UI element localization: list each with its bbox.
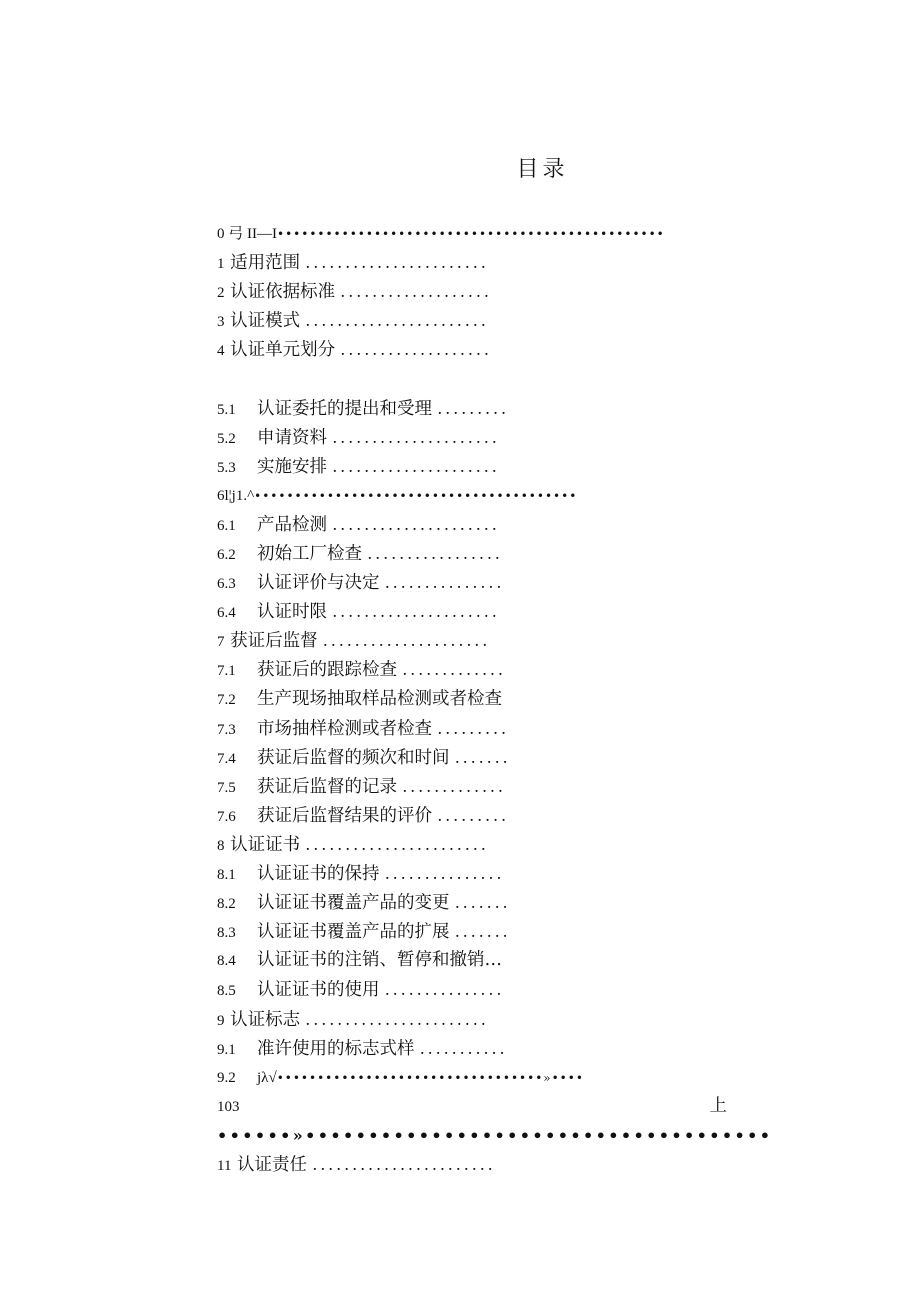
toc-entry-label: 认证标志 bbox=[230, 1009, 301, 1030]
toc-garbled-entry bbox=[217, 219, 737, 248]
page-title: 目录 bbox=[516, 157, 569, 182]
toc-entry-number: 7 bbox=[217, 634, 225, 651]
toc-subentry bbox=[217, 655, 737, 684]
toc-leader-dots: ............. bbox=[402, 775, 507, 796]
toc-leader-dots: ............. bbox=[402, 659, 507, 680]
toc-garbled-entry bbox=[217, 481, 737, 510]
toc-entry-number: 103 bbox=[217, 1098, 240, 1115]
toc-subentry bbox=[217, 975, 737, 1004]
toc-subentry bbox=[217, 859, 737, 888]
toc-subentry bbox=[217, 888, 737, 917]
toc-leader-dots: ..................... bbox=[332, 513, 501, 534]
toc-entry-label: 认证评价与决定 bbox=[257, 573, 380, 594]
toc-entry-label: 认证证书 bbox=[230, 834, 301, 855]
table-of-contents bbox=[217, 219, 773, 1179]
toc-entry-number: 8 bbox=[217, 837, 225, 854]
toc-subentry bbox=[217, 1034, 737, 1063]
toc-entry-label: 获证后监督的频次和时间 bbox=[257, 747, 450, 768]
toc-entry bbox=[217, 277, 737, 306]
toc-entry-number: 9.1 bbox=[217, 1041, 236, 1058]
toc-entry-number: 1 bbox=[217, 256, 225, 273]
toc-entry-number: 5.3 bbox=[217, 459, 236, 476]
toc-entry-label: 认证模式 bbox=[230, 311, 301, 332]
toc-entry-number: 9.2 bbox=[217, 1069, 236, 1086]
toc-entry-label: 申请资料 bbox=[257, 427, 327, 448]
toc-subentry bbox=[217, 510, 737, 539]
toc-entry-number: 8.3 bbox=[217, 925, 236, 942]
toc-subentry bbox=[217, 568, 737, 597]
toc-entry-label: 市场抽样检测或者检查 bbox=[257, 718, 432, 739]
toc-entry-label: 认证单元划分 bbox=[230, 340, 336, 361]
toc-entry-number: 6.4 bbox=[217, 605, 236, 622]
toc-entry-label: 6l¦j1.^ bbox=[217, 487, 255, 504]
toc-leader-dots: ....................... bbox=[305, 252, 490, 273]
toc-entry-label: 获证后监督的记录 bbox=[257, 776, 397, 797]
toc-leader-dots: ..................... bbox=[332, 601, 501, 622]
toc-leader-dots: ....................... bbox=[305, 310, 490, 331]
toc-entry bbox=[217, 1150, 737, 1179]
toc-entry-number: 5.2 bbox=[217, 430, 236, 447]
toc-entry bbox=[217, 248, 737, 277]
toc-entry-number: 4 bbox=[217, 343, 225, 360]
toc-entry-number: 7.5 bbox=[217, 779, 236, 796]
toc-entry-label: 适用范围 bbox=[230, 253, 301, 274]
toc-leader-bullets: •••••••••••••••••••••••••••••••••»•••• bbox=[276, 1070, 584, 1085]
toc-entry-number: 7.3 bbox=[217, 721, 236, 738]
toc-entry-number: 7.4 bbox=[217, 750, 236, 767]
toc-entry-number: 5.1 bbox=[217, 401, 236, 418]
toc-leader-dots: ....................... bbox=[312, 1154, 497, 1174]
toc-leader-line bbox=[217, 1121, 773, 1150]
toc-entry-label: 认证证书的使用 bbox=[257, 980, 380, 1001]
toc-entry-number: 8.5 bbox=[217, 983, 236, 1000]
toc-subentry bbox=[217, 597, 737, 626]
toc-entry-label: 获证后监督结果的评价 bbox=[257, 805, 432, 826]
toc-leader-dots: ..................... bbox=[332, 426, 501, 447]
toc-subentry bbox=[217, 743, 737, 772]
toc-entry-number: 8.4 bbox=[217, 953, 236, 970]
toc-entry-number: 7.2 bbox=[217, 691, 236, 708]
toc-leader-dots: ............... bbox=[385, 572, 505, 593]
toc-entry bbox=[217, 335, 737, 364]
toc-entry bbox=[217, 626, 737, 655]
toc-entry bbox=[217, 830, 737, 859]
toc-leader-dots: ........... bbox=[420, 1037, 508, 1058]
toc-entry-label: 生产现场抽取样品检测或者检查 bbox=[257, 688, 502, 709]
toc-entry-number: 6.3 bbox=[217, 576, 236, 593]
toc-leader-dots: ......... bbox=[437, 717, 510, 738]
toc-leader-dots: ............... bbox=[385, 863, 505, 884]
toc-entry-number: 8.1 bbox=[217, 867, 236, 884]
toc-entry-label: 认证证书覆盖产品的扩展 bbox=[257, 922, 450, 943]
toc-leader-dots: ....... bbox=[455, 892, 511, 913]
toc-entry-label: 认证责任 bbox=[237, 1155, 308, 1175]
toc-leader-dots: ....................... bbox=[305, 1008, 490, 1029]
toc-subentry bbox=[217, 801, 737, 830]
toc-entry-label: 获证后的跟踪检查 bbox=[257, 660, 397, 681]
toc-leader-dots: ................. bbox=[367, 543, 504, 564]
toc-leader-bullets: •••••••••••••••••••••••••••••••••••••••• bbox=[254, 488, 578, 503]
toc-subentry bbox=[217, 423, 737, 452]
toc-entry-number: 2 bbox=[217, 285, 225, 302]
toc-subentry bbox=[217, 946, 737, 975]
toc-entry-label: 准许使用的标志式样 bbox=[257, 1038, 415, 1059]
toc-entry-label: 认证证书的保持 bbox=[257, 864, 380, 885]
toc-entry-label: 实施安排 bbox=[257, 456, 327, 477]
toc-leader-dots: ................... bbox=[340, 281, 493, 302]
toc-page-marker: 上 bbox=[709, 1095, 727, 1116]
toc-entry-label: 认证时限 bbox=[257, 602, 327, 623]
toc-leader-dots: ....... bbox=[455, 746, 511, 767]
toc-subentry bbox=[217, 714, 737, 743]
toc-entry-number: 11 bbox=[217, 1158, 232, 1174]
toc-leader-dots: ............... bbox=[385, 979, 505, 1000]
toc-entry-label: 认证委托的提出和受理 bbox=[257, 398, 432, 419]
toc-entry-number: 7.6 bbox=[217, 808, 236, 825]
toc-entry-number: 6.1 bbox=[217, 517, 236, 534]
toc-entry-label: 认证证书的注销、暂停和撤销… bbox=[257, 950, 502, 971]
toc-leader-bullets: •••••••••••••••••••••••••••••••••••••••••••••••• bbox=[277, 227, 665, 241]
toc-entry-label: 初始工厂检查 bbox=[257, 544, 362, 565]
toc-entry-label: jλ√ bbox=[257, 1069, 277, 1086]
toc-entry bbox=[217, 306, 737, 335]
toc-entry-label: 认证证书覆盖产品的变更 bbox=[257, 893, 450, 914]
toc-leader-dots: ......... bbox=[437, 397, 510, 418]
toc-entry-number: 6.2 bbox=[217, 547, 236, 564]
toc-entry-label: 认证依据标准 bbox=[230, 282, 336, 303]
toc-entry-number: 3 bbox=[217, 314, 225, 331]
toc-entry-label: 产品检测 bbox=[257, 514, 327, 535]
toc-leader-dots: ..................... bbox=[332, 455, 501, 476]
toc-garbled-entry bbox=[217, 1092, 737, 1121]
toc-subentry bbox=[217, 394, 737, 423]
toc-garbled-subentry bbox=[217, 1063, 737, 1092]
toc-leader-dots: ................... bbox=[340, 339, 493, 360]
toc-spacer bbox=[217, 364, 737, 393]
toc-entry-number: 9 bbox=[217, 1012, 225, 1029]
toc-entry-number: 7.1 bbox=[217, 663, 236, 680]
toc-subentry bbox=[217, 917, 737, 946]
toc-entry-number: 8.2 bbox=[217, 896, 236, 913]
toc-leader-dots: ..................... bbox=[323, 630, 491, 651]
toc-subentry bbox=[217, 452, 737, 481]
toc-entry-label: 0 弓 II—I bbox=[217, 226, 277, 242]
toc-leader-dots: ....................... bbox=[305, 833, 490, 854]
toc-leader-bullets: ••••••»••••••••••••••••••••••••••••••••••••• bbox=[217, 1125, 773, 1145]
toc-leader-dots: ......... bbox=[437, 804, 510, 825]
toc-entry-label: 获证后监督 bbox=[230, 631, 318, 652]
toc-entry bbox=[217, 1005, 737, 1034]
toc-subentry bbox=[217, 772, 737, 801]
toc-subentry bbox=[217, 685, 737, 714]
toc-subentry bbox=[217, 539, 737, 568]
toc-leader-dots: ....... bbox=[455, 921, 511, 942]
